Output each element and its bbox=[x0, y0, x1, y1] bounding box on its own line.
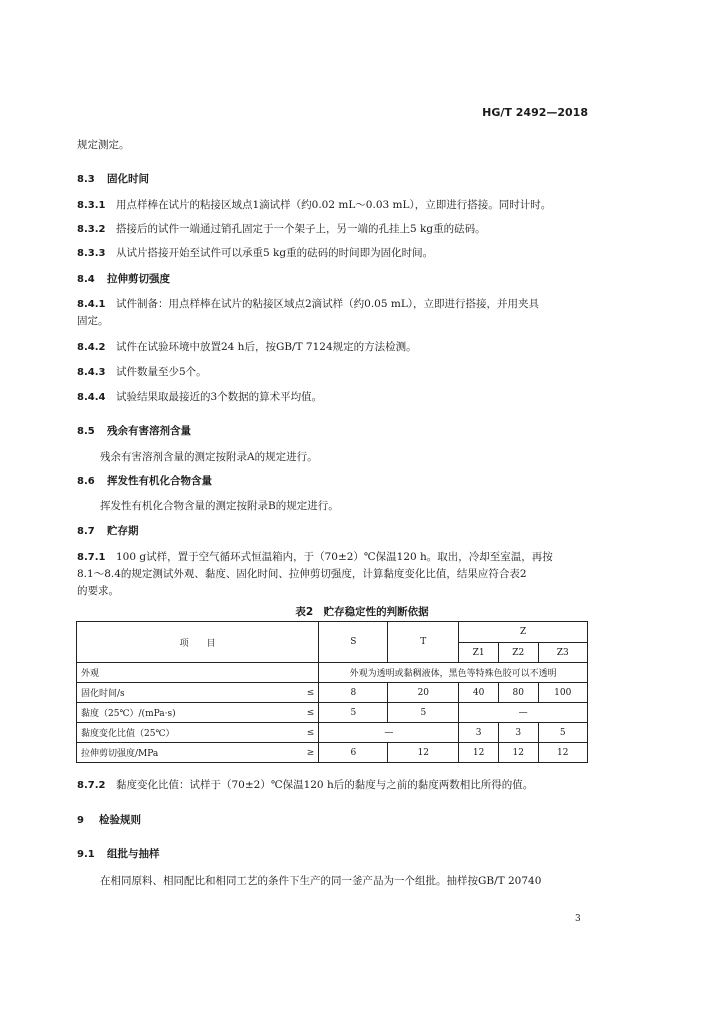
clause-text: 100 g试样，置于空气循环式恒温箱内，于（70±2）℃保温120 h。取出，冷却至室温，再按 bbox=[115, 551, 553, 563]
section-8-5-heading bbox=[77, 423, 191, 438]
section-title: 挥发性有机化合物含量 bbox=[107, 475, 212, 487]
comparison-symbol: ≤ bbox=[292, 683, 319, 703]
section-8-3-heading bbox=[77, 171, 149, 186]
clause-text: 试件制备：用点样棒在试片的粘接区域点2滴试样（约0.05 mL），立即进行搭接，并用夹具 bbox=[115, 298, 540, 310]
section-number: 8.6 bbox=[77, 476, 95, 487]
section-8-4-heading bbox=[77, 271, 170, 286]
clause-text: 试验结果取最接近的3个数据的算术平均值。 bbox=[115, 391, 323, 403]
header-z: Z bbox=[459, 622, 588, 643]
clause-8-3-2 bbox=[77, 221, 486, 236]
cell-z2: 12 bbox=[498, 743, 538, 763]
clause-8-4-2 bbox=[77, 339, 417, 354]
clause-text: 用点样棒在试片的粘接区域点1滴试样（约0.02 mL～0.03 mL），立即进行搭接。同时计时。 bbox=[115, 199, 552, 211]
section-8-6-heading bbox=[77, 473, 212, 488]
cell-z1: 12 bbox=[459, 743, 499, 763]
clause-text: 搭接后的试件一端通过销孔固定于一个架子上，另一端的孔挂上5 kg重的砝码。 bbox=[115, 223, 486, 235]
section-title: 固化时间 bbox=[107, 173, 149, 185]
cell-z: — bbox=[459, 703, 588, 723]
cell-s: 6 bbox=[319, 743, 388, 763]
clause-8-4-4 bbox=[77, 389, 322, 404]
clause-text: 黏度变化比值：试样于（70±2）℃保温120 h后的黏度与之前的黏度两数相比所得的值。 bbox=[115, 779, 534, 791]
clause-8-7-2 bbox=[77, 777, 533, 792]
section-title: 拉伸剪切强度 bbox=[107, 273, 170, 285]
cell-t: 12 bbox=[388, 743, 459, 763]
cell-z2: 80 bbox=[498, 683, 538, 703]
clause-8-4-1-continued: 固定。 bbox=[77, 315, 109, 327]
section-8-5-text: 残余有害溶剂含量的测定按附录A的规定进行。 bbox=[100, 451, 318, 463]
cell-z3: 100 bbox=[538, 683, 588, 703]
clause-text: 试件数量至少5个。 bbox=[115, 366, 207, 378]
clause-number: 8.3.3 bbox=[77, 248, 106, 259]
row-label: 外观 bbox=[77, 663, 319, 683]
header-z1: Z1 bbox=[459, 643, 499, 663]
clause-8-3-1 bbox=[77, 197, 551, 212]
cell-z3: 12 bbox=[538, 743, 588, 763]
section-title: 贮存期 bbox=[107, 525, 139, 537]
cell-t: 5 bbox=[388, 703, 459, 723]
clause-8-3-3 bbox=[77, 245, 433, 260]
row-label: 固化时间/s bbox=[77, 683, 293, 703]
row-note: 外观为透明或黏稠液体，黑色等特殊色胶可以不透明 bbox=[319, 663, 588, 683]
storage-stability-table bbox=[76, 621, 588, 763]
comparison-symbol: ≤ bbox=[292, 723, 319, 743]
header-t: T bbox=[388, 622, 459, 663]
comparison-symbol: ≤ bbox=[292, 703, 319, 723]
clause-8-7-1-line2: 8.1～8.4的规定测试外观、黏度、固化时间、拉伸剪切强度，计算黏度变化比值，结果应符合表2 bbox=[77, 568, 527, 580]
clause-number: 8.3.1 bbox=[77, 200, 106, 211]
header-s: S bbox=[319, 622, 388, 663]
header-item: 项 目 bbox=[77, 622, 319, 663]
standard-code-header: HG/T 2492—2018 bbox=[482, 106, 588, 119]
section-8-7-heading bbox=[77, 523, 139, 538]
section-title: 残余有害溶剂含量 bbox=[107, 425, 191, 437]
header-z3: Z3 bbox=[538, 643, 588, 663]
clause-8-4-1 bbox=[77, 296, 539, 311]
section-number: 8.7 bbox=[77, 526, 95, 537]
clause-8-7-1 bbox=[77, 549, 553, 564]
clause-number: 8.7.1 bbox=[77, 552, 106, 563]
table-row bbox=[77, 703, 588, 723]
cell-z3: 5 bbox=[538, 723, 588, 743]
header-z2: Z2 bbox=[498, 643, 538, 663]
table-row bbox=[77, 683, 588, 703]
cell-st: — bbox=[319, 723, 459, 743]
clause-text: 试件在试验环境中放置24 h后，按GB/T 7124规定的方法检测。 bbox=[115, 341, 417, 353]
section-9-heading bbox=[77, 812, 141, 827]
table-row bbox=[77, 743, 588, 763]
row-label: 黏度（25℃）/(mPa·s) bbox=[77, 703, 293, 723]
cell-z2: 3 bbox=[498, 723, 538, 743]
section-number: 9.1 bbox=[77, 849, 95, 860]
cell-z1: 3 bbox=[459, 723, 499, 743]
cell-t: 20 bbox=[388, 683, 459, 703]
cell-s: 8 bbox=[319, 683, 388, 703]
section-9-1-text: 在相同原料、相同配比和相同工艺的条件下生产的同一釜产品为一个组批。抽样按GB/T 20740 bbox=[100, 875, 542, 887]
section-number: 8.5 bbox=[77, 426, 95, 437]
table-row bbox=[77, 723, 588, 743]
intro-text: 规定测定。 bbox=[77, 139, 130, 151]
clause-8-7-1-line3: 的要求。 bbox=[77, 585, 119, 597]
cell-s: 5 bbox=[319, 703, 388, 723]
clause-8-4-3 bbox=[77, 364, 207, 379]
clause-number: 8.4.3 bbox=[77, 367, 106, 378]
comparison-symbol: ≥ bbox=[292, 743, 319, 763]
cell-z1: 40 bbox=[459, 683, 499, 703]
section-number: 9 bbox=[77, 815, 84, 826]
row-label: 黏度变化比值（25℃） bbox=[77, 723, 293, 743]
clause-number: 8.7.2 bbox=[77, 780, 106, 791]
table-row bbox=[77, 663, 588, 683]
clause-number: 8.4.4 bbox=[77, 392, 106, 403]
table-caption: 表2 贮存稳定性的判断依据 bbox=[295, 606, 429, 618]
table-header-row bbox=[77, 622, 588, 643]
section-number: 8.4 bbox=[77, 274, 95, 285]
row-label: 拉伸剪切强度/MPa bbox=[77, 743, 293, 763]
section-9-1-heading bbox=[77, 846, 160, 861]
clause-number: 8.4.2 bbox=[77, 342, 106, 353]
page-number: 3 bbox=[575, 914, 581, 924]
section-title: 检验规则 bbox=[99, 814, 141, 826]
section-title: 组批与抽样 bbox=[107, 848, 160, 860]
clause-number: 8.4.1 bbox=[77, 299, 106, 310]
clause-number: 8.3.2 bbox=[77, 224, 106, 235]
clause-text: 从试片搭接开始至试件可以承重5 kg重的砝码的时间即为固化时间。 bbox=[115, 247, 434, 259]
section-number: 8.3 bbox=[77, 174, 95, 185]
section-8-6-text: 挥发性有机化合物含量的测定按附录B的规定进行。 bbox=[100, 500, 339, 512]
